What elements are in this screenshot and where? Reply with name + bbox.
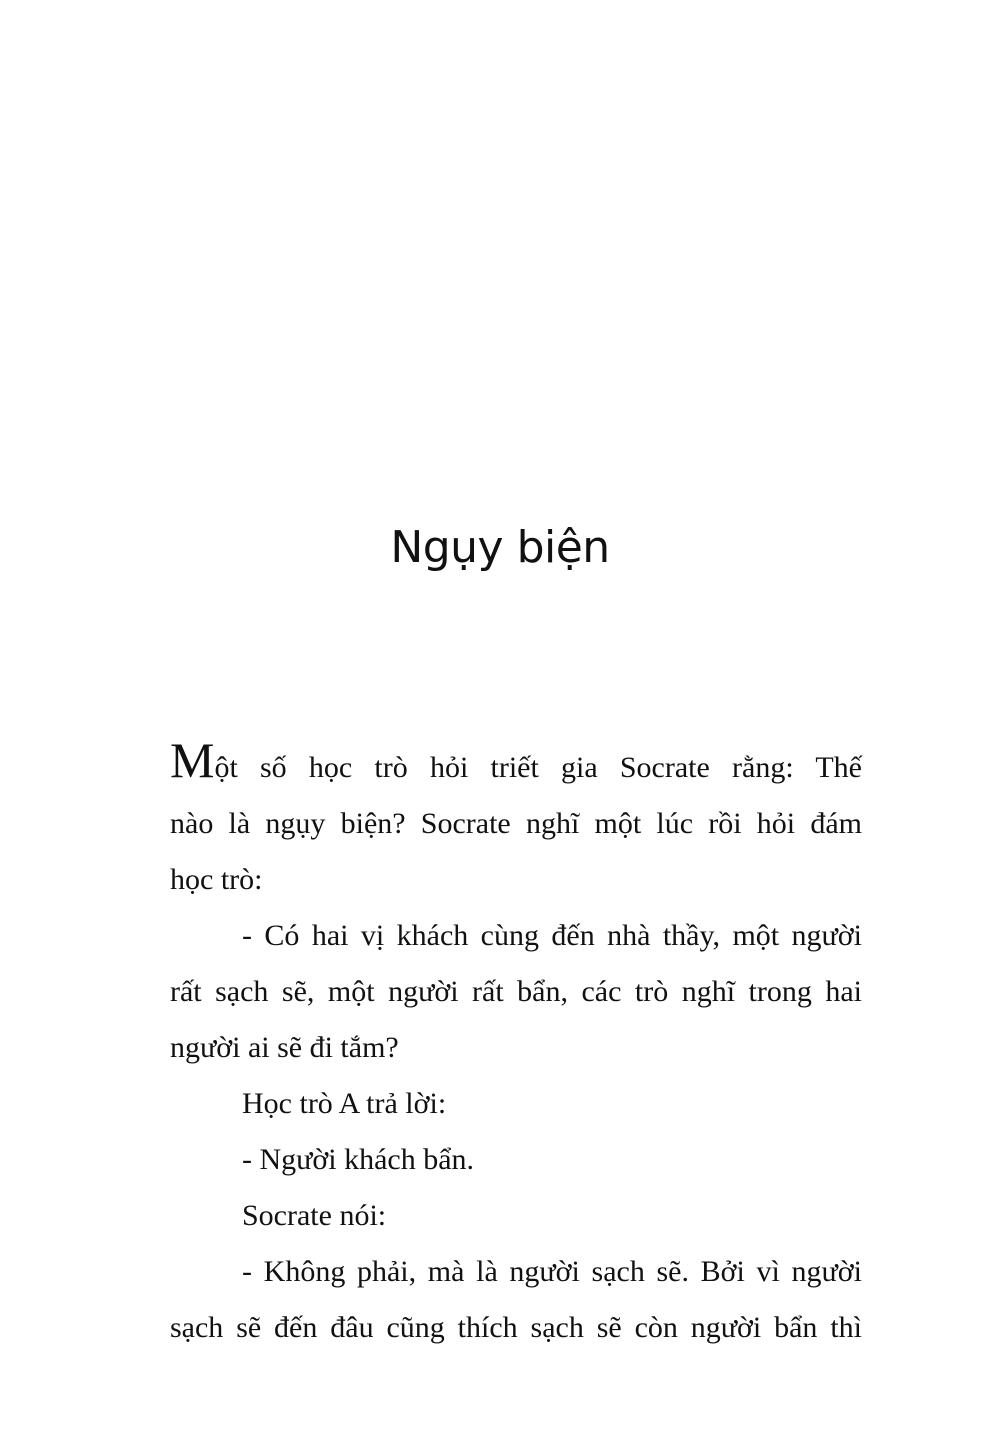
chapter-title: Ngụy biện: [390, 522, 610, 573]
drop-cap: M: [170, 732, 215, 788]
paragraph-1-line-1: [170, 732, 862, 796]
paragraph-1-line-2: nào là ngụy biện? Socrate nghĩ một lúc rồi hỏi đám: [170, 807, 862, 840]
paragraph-1-line-1-text: ột số học trò hỏi triết gia Socrate rằng: Thế: [214, 751, 862, 784]
paragraph-1-line-3: học trò:: [170, 863, 263, 896]
paragraph-3: Học trò A trả lời:: [242, 1087, 447, 1120]
paragraph-2-line-2: rất sạch sẽ, một người rất bẩn, các trò nghĩ trong hai: [170, 975, 862, 1008]
paragraph-6-line-1: - Không phải, mà là người sạch sẽ. Bởi vì người: [242, 1255, 862, 1288]
paragraph-2-line-3: người ai sẽ đi tắm?: [170, 1031, 399, 1064]
paragraph-2-line-1: - Có hai vị khách cùng đến nhà thầy, một người: [242, 919, 862, 952]
paragraph-5: Socrate nói:: [242, 1199, 387, 1232]
body-text: [170, 732, 862, 1356]
paragraph-6-line-2: sạch sẽ đến đâu cũng thích sạch sẽ còn người bẩn thì: [170, 1311, 862, 1344]
paragraph-4: - Người khách bẩn.: [242, 1143, 475, 1176]
